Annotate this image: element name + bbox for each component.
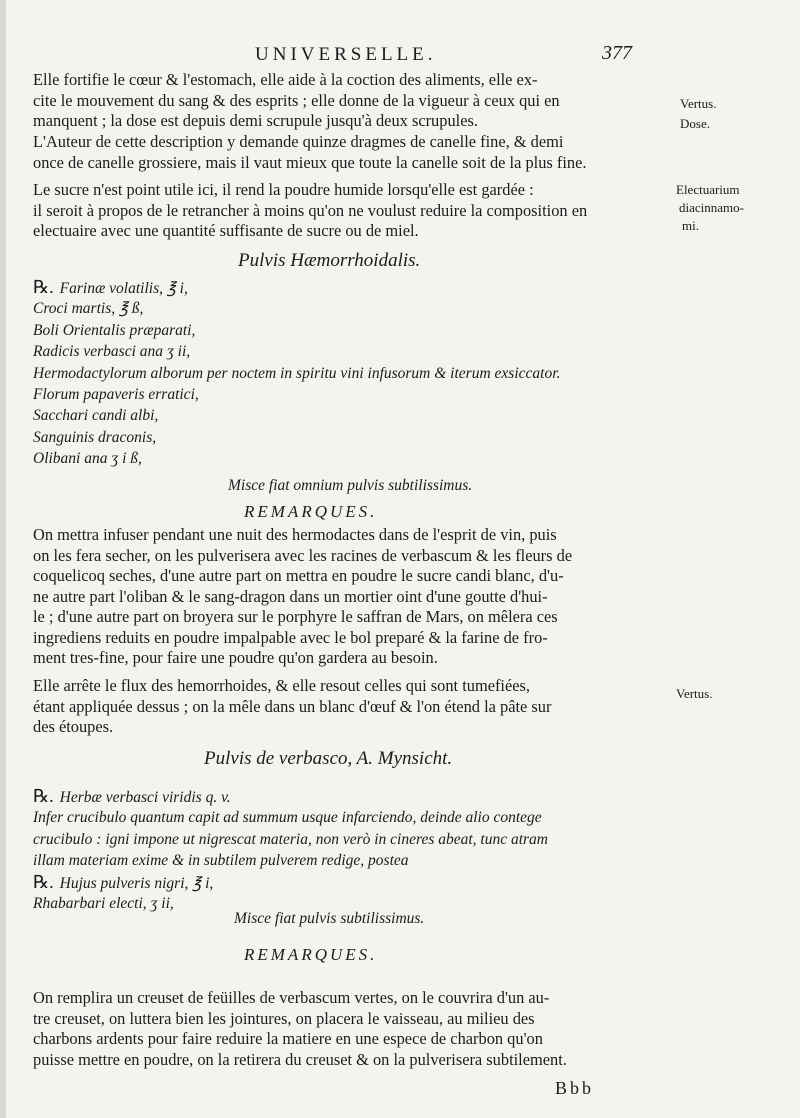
ingredient-line <box>33 786 673 807</box>
text-line: Elle fortifie le cœur & l'estomach, elle aide à la coction des aliments, elle ex- <box>33 70 538 89</box>
text-line: coquelicoq seches, d'une autre part on mettra en poudre le sucre candi blanc, d'u- <box>33 566 564 585</box>
ingredient-line: Rhabarbari electi, ʒ ii, <box>33 894 174 912</box>
paragraph-virtues <box>33 70 669 132</box>
ingredient-line: Infer crucibulo quantum capit ad summum usque infarciendo, deinde alio contege <box>33 809 542 827</box>
recipe-title-haemorrhoidalis: Pulvis Hæmorrhoidalis. <box>238 250 421 271</box>
recipe-symbol: ℞. <box>33 786 54 806</box>
text-line: L'Auteur de cette description y demande quinze dragmes de canelle fine, & demi <box>33 132 564 151</box>
text-line: cite le mouvement du sang & des esprits ; elle donne de la vigueur à ceux qui en <box>33 90 560 110</box>
page-number: 377 <box>602 42 632 64</box>
ingredient-text: Farinæ volatilis, ℥ i, <box>59 280 188 297</box>
text-line: Le sucre n'est point utile ici, il rend la poudre humide lorsqu'elle est gardée : <box>33 180 534 199</box>
recipe-symbol: ℞. <box>33 277 54 297</box>
ingredient-text: Herbæ verbasci viridis q. v. <box>59 789 231 806</box>
ingredient-line: Hermodactylorum alborum per noctem in spiritu vini infusorum & iterum exsiccator. <box>33 364 561 382</box>
remarques-heading-2: REMARQUES. <box>244 945 378 964</box>
text-line: On remplira un creuset de feüilles de verbascum vertes, on le couvrira d'un au- <box>33 988 550 1007</box>
ingredient-line: Radicis verbasci ana ʒ ii, <box>33 343 191 361</box>
recipe-instruction-1: Misce fiat omnium pulvis subtilissimus. <box>228 477 473 494</box>
recipe-ingredients-1 <box>33 277 673 470</box>
paragraph-author <box>33 132 669 173</box>
text-line: once de canelle grossiere, mais il vaut mieux que toute la canelle soit de la plus fine. <box>33 152 587 172</box>
ingredient-line <box>33 872 673 893</box>
ingredient-line <box>33 277 673 298</box>
remarques-paragraph-2 <box>33 988 669 1070</box>
margin-note-electuarium: Electuarium <box>676 182 740 197</box>
margin-note-dose: Dose. <box>680 116 710 131</box>
recipe-instruction-2: Misce fiat pulvis subtilissimus. <box>234 910 425 927</box>
recipe-symbol: ℞. <box>33 871 54 892</box>
page-header <box>0 44 800 70</box>
text-line: étant appliquée dessus ; on la mêle dans un blanc d'œuf & l'on étend la pâte sur <box>33 696 552 716</box>
remarques-heading-1: REMARQUES. <box>244 502 378 521</box>
margin-note-vertus: Vertus. <box>680 96 717 111</box>
page-gutter-shadow <box>0 0 6 1118</box>
text-line: On mettra infuser pendant une nuit des hermodactes dans de l'esprit de vin, puis <box>33 525 557 544</box>
signature-mark: Bbb <box>555 1078 595 1098</box>
text-line: puisse mettre en poudre, on la retirera du creuset & on la pulverisera subtilement. <box>33 1049 567 1069</box>
text-line: il seroit à propos de le retrancher à moins qu'on ne voulust reduire la composition en <box>33 200 588 220</box>
ingredient-line: Sanguinis draconis, <box>33 428 157 446</box>
running-head: UNIVERSELLE. <box>255 44 437 65</box>
text-line: charbons ardents pour faire reduire la matiere en une espece de charbon qu'on <box>33 1029 543 1048</box>
paragraph-sugar <box>33 180 669 242</box>
margin-note-diacinnamomi-end: mi. <box>682 218 699 233</box>
ingredient-line: illam materiam exime & in subtilem pulverem redige, postea <box>33 852 409 870</box>
text-line: tre creuset, on luttera bien les jointures, on placera le vaisseau, au milieu des <box>33 1008 535 1028</box>
remarques-paragraph-1a <box>33 525 669 669</box>
ingredient-text: Hujus pulveris nigri, ℥ i, <box>59 874 214 892</box>
ingredient-line: crucibulo : igni impone ut nigrescat materia, non verò in cineres abeat, tunc atram <box>33 830 549 848</box>
text-line: manquent ; la dose est depuis demi scrupule jusqu'à deux scrupules. <box>33 111 478 130</box>
ingredient-line: Olibani ana ʒ i ß, <box>33 450 142 468</box>
ingredient-line: Boli Orientalis præparati, <box>33 321 196 339</box>
recipe-title-verbasco: Pulvis de verbasco, A. Mynsicht. <box>204 748 453 769</box>
text-line: Elle arrête le flux des hemorrhoides, & elle resout celles qui sont tumefiées, <box>33 676 531 695</box>
ingredient-line: Florum papaveris erratici, <box>33 385 199 403</box>
text-line: le ; d'une autre part on broyera sur le porphyre le saffran de Mars, on mêlera ces <box>33 607 558 626</box>
margin-note-vertus-2: Vertus. <box>676 686 713 701</box>
ingredient-line: Sacchari candi albi, <box>33 407 159 425</box>
text-line: on les fera secher, on les pulverisera avec les racines de verbascum & les fleurs de <box>33 545 573 565</box>
recipe-ingredients-2 <box>33 786 673 914</box>
text-line: ne autre part l'oliban & le sang-dragon dans un mortier oint d'une goutte d'hui- <box>33 586 548 606</box>
margin-note-diacinnamomi: diacinnamo- <box>679 200 744 215</box>
remarques-paragraph-1b <box>33 676 669 738</box>
text-line: ingrediens reduits en poudre impalpable avec le bol preparé & la farine de fro- <box>33 627 548 647</box>
ingredient-line: Croci martis, ℥ ß, <box>33 300 144 318</box>
text-line: des étoupes. <box>33 717 114 736</box>
text-line: electuaire avec une quantité suffisante de sucre ou de miel. <box>33 221 419 240</box>
text-line: ment tres-fine, pour faire une poudre qu'on gardera au besoin. <box>33 648 438 667</box>
